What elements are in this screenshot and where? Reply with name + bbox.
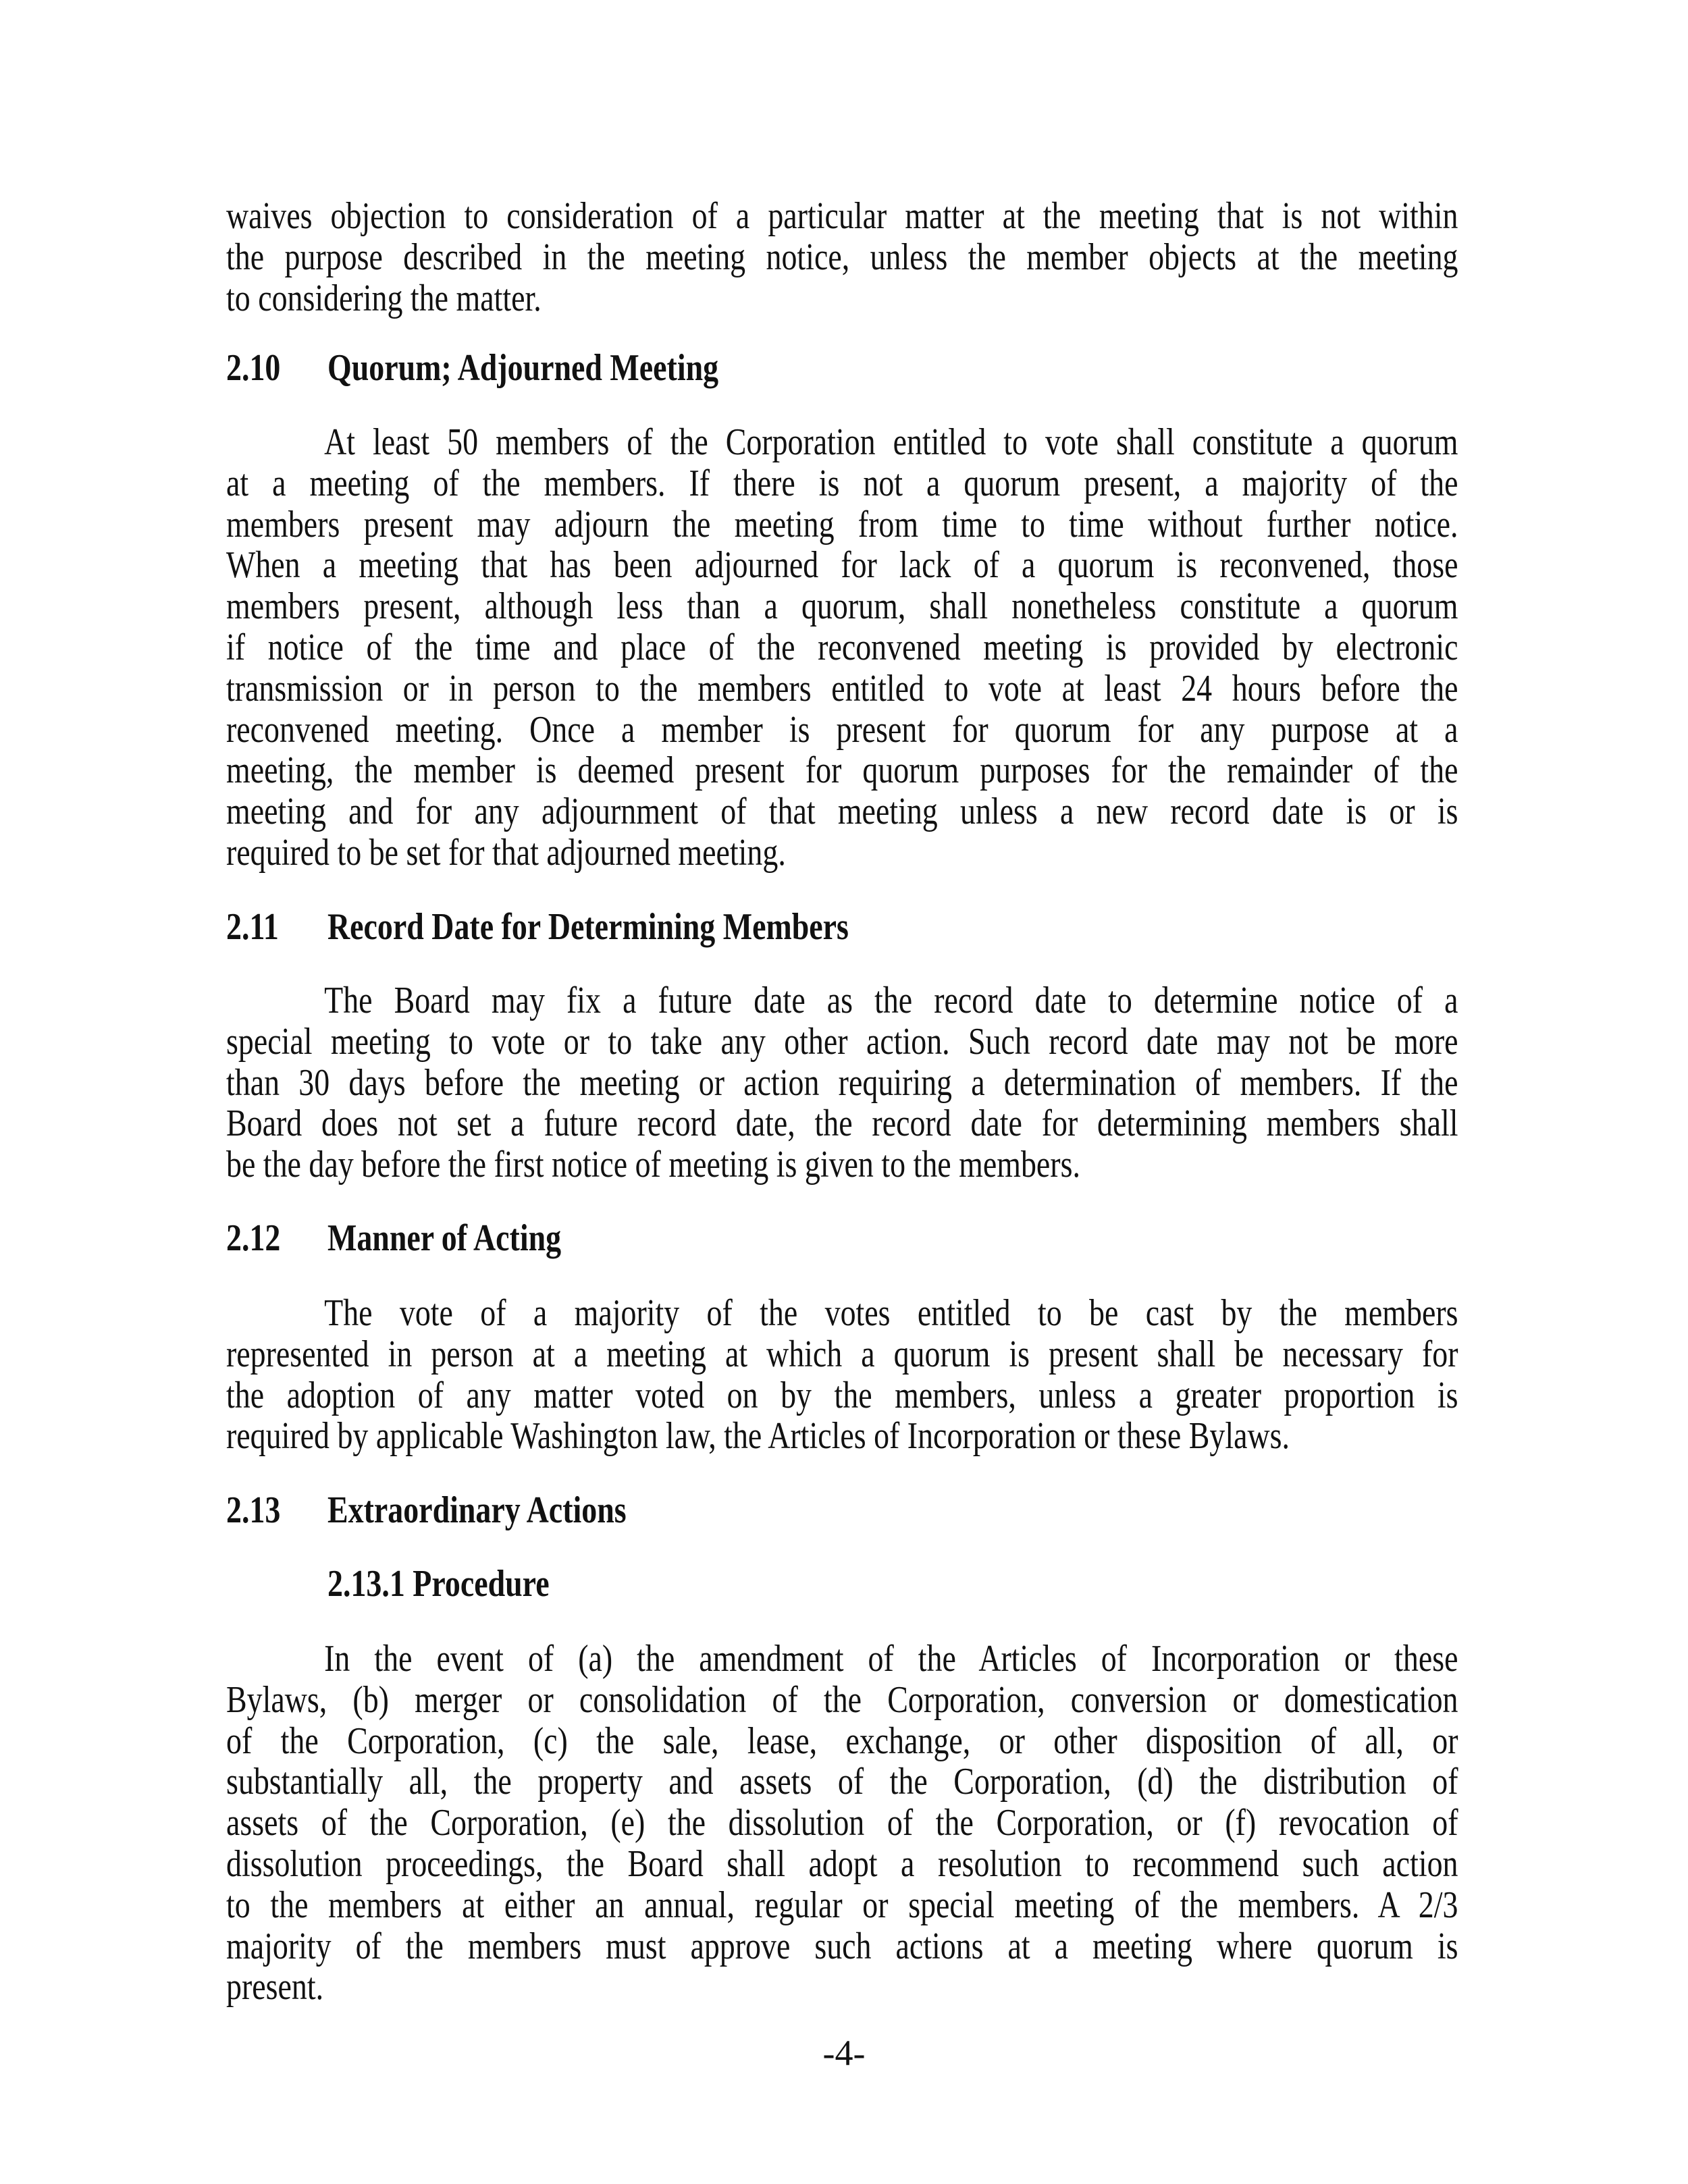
- text-line: members present, although less than a quorum, shall nonetheless constitute a quorum: [226, 585, 1458, 628]
- subsection-heading: 2.13.1 Procedure: [327, 1563, 550, 1605]
- section-number: 2.12: [226, 1217, 281, 1259]
- text-line: meeting, the member is deemed present for quorum purposes for the remainder of the: [226, 749, 1458, 792]
- section-2-12-body: [226, 1293, 1458, 1457]
- text-line: be the day before the first notice of meeting is given to the members.: [226, 1144, 1080, 1186]
- text-line: reconvened meeting. Once a member is present for quorum for any purpose at a: [226, 708, 1458, 751]
- section-2-10-body: [226, 422, 1458, 874]
- text-line: members present may adjourn the meeting from time to time without further notice.: [226, 503, 1458, 545]
- text-line: to considering the matter.: [226, 277, 542, 319]
- text-line: majority of the members must approve such actions at a meeting where quorum is: [226, 1925, 1458, 1967]
- text-line: of the Corporation, (c) the sale, lease, exchange, or other disposition of all, or: [226, 1720, 1458, 1762]
- text-line: present.: [226, 1966, 324, 2008]
- text-line: dissolution proceedings, the Board shall adopt a resolution to recommend such action: [226, 1842, 1458, 1885]
- section-heading: Manner of Acting: [327, 1217, 562, 1259]
- text-line: transmission or in person to the members entitled to vote at least 24 hours before the: [226, 667, 1458, 710]
- text-line: assets of the Corporation, (e) the dissolution of the Corporation, or (f) revocation of: [226, 1802, 1458, 1844]
- text-line: When a meeting that has been adjourned for lack of a quorum is reconvened, those: [226, 544, 1458, 587]
- text-line: waives objection to consideration of a particular matter at the meeting that is not within: [226, 195, 1458, 237]
- text-line: the purpose described in the meeting notice, unless the member objects at the meeting: [226, 236, 1458, 278]
- section-number: 2.13: [226, 1489, 281, 1531]
- text-line: the adoption of any matter voted on by the members, unless a greater proportion is: [226, 1374, 1458, 1416]
- text-line: In the event of (a) the amendment of the Articles of Incorporation or these: [324, 1638, 1458, 1680]
- text-line: Bylaws, (b) merger or consolidation of the Corporation, conversion or domestication: [226, 1678, 1458, 1721]
- text-line: required by applicable Washington law, the Articles of Incorporation or these Bylaws.: [226, 1415, 1290, 1458]
- section-2-13-body: [226, 1639, 1458, 2008]
- text-line: substantially all, the property and assets of the Corporation, (d) the distribution of: [226, 1761, 1458, 1803]
- text-line: special meeting to vote or to take any other action. Such record date may not be more: [226, 1020, 1458, 1063]
- section-number: 2.10: [226, 347, 281, 389]
- text-line: The Board may fix a future date as the record date to determine notice of a: [324, 980, 1458, 1021]
- section-number: 2.11: [226, 906, 279, 948]
- text-line: At least 50 members of the Corporation entitled to vote shall constitute a quorum: [324, 421, 1458, 463]
- section-heading: Record Date for Determining Members: [327, 906, 849, 948]
- text-line: to the members at either an annual, regular or special meeting of the members. A 2/3: [226, 1884, 1458, 1926]
- text-line: meeting and for any adjournment of that meeting unless a new record date is or is: [226, 791, 1458, 833]
- section-heading: Quorum; Adjourned Meeting: [327, 347, 719, 389]
- section-2-11-body: [226, 980, 1458, 1186]
- text-line: Board does not set a future record date, the record date for determining members shall: [226, 1102, 1458, 1145]
- paragraph-continued: [226, 196, 1458, 319]
- text-line: The vote of a majority of the votes entitled to be cast by the members: [324, 1292, 1458, 1334]
- text-line: than 30 days before the meeting or action requiring a determination of members. If the: [226, 1061, 1458, 1104]
- section-heading: Extraordinary Actions: [327, 1489, 627, 1531]
- text-line: required to be set for that adjourned meeting.: [226, 831, 786, 874]
- page-number: -4-: [822, 2033, 866, 2073]
- text-line: represented in person at a meeting at which a quorum is present shall be necessary for: [226, 1333, 1458, 1375]
- text-line: at a meeting of the members. If there is not a quorum present, a majority of the: [226, 462, 1458, 504]
- text-line: if notice of the time and place of the reconvened meeting is provided by electronic: [226, 626, 1458, 668]
